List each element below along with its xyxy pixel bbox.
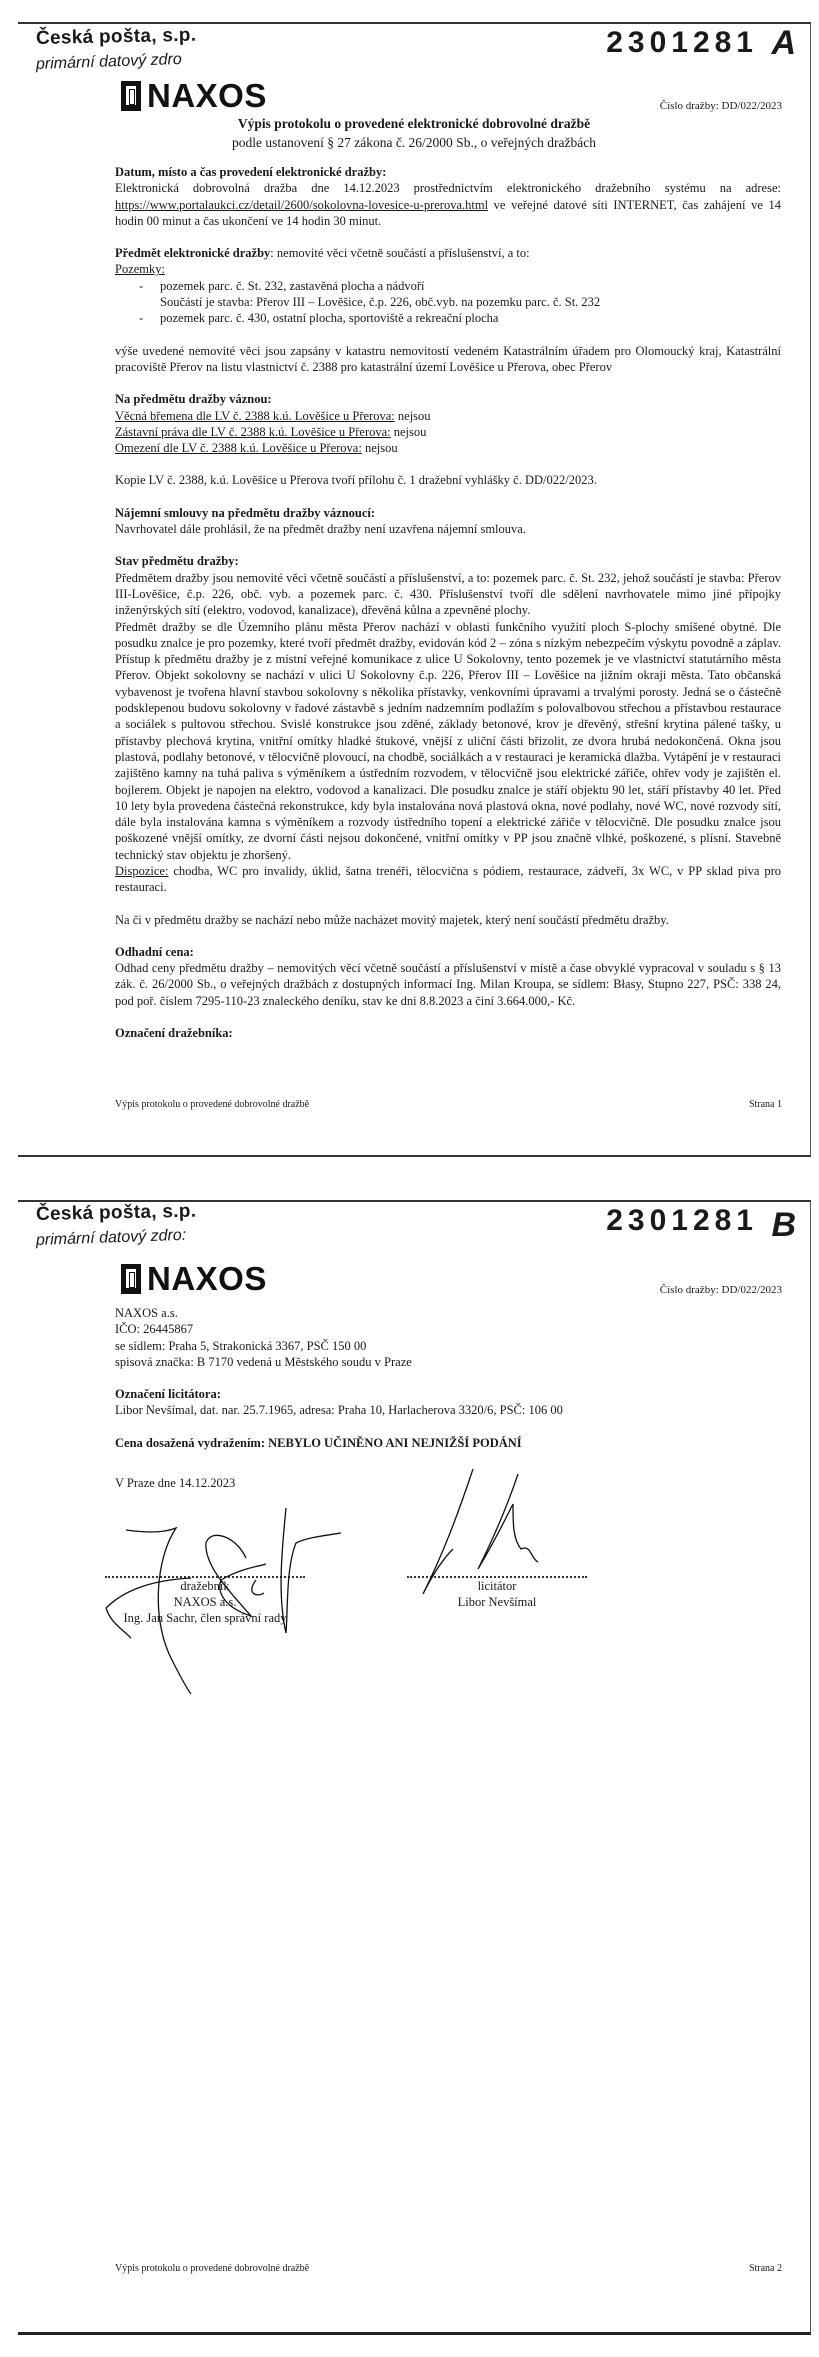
encumbrance-value: nejsou — [394, 408, 431, 423]
encumbrance-value: nejsou — [361, 441, 398, 456]
cadastre-text: výše uvedené nemovité věci jsou zapsány v katastru nemovitostí vedeném Katastrálním úřadem pro Olomoucký kraj, Katastrální pracoviště Přerov na listu vlastnictví č. 2388 pro katastrální území Lověšice u Přerova, obec Přerov — [115, 343, 781, 374]
encumbrance-label: Omezení dle LV č. 2388 k.ú. Lověšice u Přerova: — [115, 441, 362, 456]
document-title-block — [18, 116, 810, 151]
signature-stroke — [478, 1474, 538, 1569]
subject-suffix: : nemovité věci včetně součástí a příslušenství, a to: — [270, 246, 530, 261]
post-stamp — [35, 1200, 197, 1250]
post-stamp — [35, 24, 197, 74]
date-place-text: Elektronická dobrovolná dražba dne 14.12.2023 prostřednictvím elektronického dražebního systému na adrese: — [115, 181, 781, 196]
lands-list — [115, 278, 781, 327]
building-note: Součástí je stavba: Přerov III – Lověšice, č.p. 226, obč.vyb. na pozemku parc. č. St. 232 — [160, 295, 601, 310]
place-date: V Praze dne 14.12.2023 — [115, 1476, 236, 1491]
section-heading: Na předmětu dražby váznou: — [115, 392, 272, 407]
naxos-logo — [121, 77, 267, 115]
naxos-logo — [121, 1260, 267, 1298]
page-letter: A — [771, 24, 796, 62]
signer-name: Libor Nevšímal — [457, 1595, 537, 1609]
signature-stroke — [126, 1528, 191, 1694]
signature-stroke — [281, 1508, 341, 1633]
condition-paragraph: Předmět dražby se dle Územního plánu města Přerov nachází v oblasti funkčního využití ploch S-plochy smíšené obytné. Dle posudku znalce je pro pozemky, které tvoří předmět dražby, evidován kód 2 – zóna s nízkým nebezpečím výskytu povodně a záplav. Přístup k předmětu dražby je z místní veřejné komunikace z ulice U Sokolovny, tento pozemek je ve vlastnictví statutárního města Přerov. Objekt sokolovny se nachází v ulici U Sokolovny č.p. 226, Přerov III – Lověšice na jižním okraji města. Tato občanská vybavenost je tvořena hlavní stavbou sokolovny s několika přístavky, venkovními úpravami a trvalými porosty. Jedná se o částečně podsklepenou budovu sokolovny v řadové zástavbě s jedním nadzemním podlažím s polovalbovou střechou a přístavbou restaurace a sociálek s pultovou střechou. Svislé konstrukce jsou zděné, základy betonové, krov je dřevěný, střešní krytina pálené tašky, u přístavby plechová krytina, vnitřní omítky hladké štukové, vnější z uliční části břizolit, ze dvora hrubá nedokončená. Okna jsou plastová, podlahy betonové, v tělocvičně plovoucí, na chodbě, sociálkách a v restauraci je keramická dlažba. Vytápění je v restauraci zajištěno kamny na tuhá paliva s výměníkem a ústředním rozvodem, v tělocvičně jsou elektrické zářiče, ohřev vody je zajištěn el. bojlerem. Objekt je napojen na elektro, vodovod a kanalizaci. Dle posudku znalce je stáří objektu 90 let, stáří přístavby 40 let. Před 10 lety byla provedena částečná rekonstrukce, kdy byla instalována nová plastová okna, nové podlahy, nové WC, nové rozvody sítí, dále byla instalována kamna s výměníkem a rozvody ústředního topení a elektrické zářiče v tělocvičně. Dle posudku znalce jsou poškozené vnější omítky, ze dvorní části nejsou dokončené, vnitřní omítky v PP jsou značně vlhké, poškozené, s plísní. Stavebně technický stav objektu je zhoršený. — [115, 619, 781, 862]
signature-stroke — [106, 1608, 131, 1638]
section-lease — [115, 505, 781, 538]
encumbrance-row — [115, 408, 781, 424]
signature-stroke — [423, 1469, 473, 1594]
document-number: 2301281 — [606, 1204, 758, 1237]
encumbrance-label: Věcná břemena dle LV č. 2388 k.ú. Lověšice u Přerova: — [115, 408, 395, 423]
auctioneer-signature — [96, 1498, 356, 1698]
signer-role: dražebník — [180, 1579, 230, 1593]
encumbrance-row — [115, 424, 781, 440]
section-text — [115, 180, 781, 229]
final-price-value: NEBYLO UČINĚNO ANI NEJNIŽŠÍ PODÁNÍ — [268, 1435, 522, 1450]
final-price-label: Cena dosažená vydražením: — [115, 1435, 269, 1450]
document-title: Výpis protokolu o provedené elektronické dobrovolné dražbě — [237, 116, 591, 131]
land-item: pozemek parc. č. 430, ostatní plocha, sportoviště a rekreační plocha — [160, 311, 499, 326]
footer-title: Výpis protokolu o provedené dobrovolné dražbě — [115, 1099, 310, 1110]
section-heading: Předmět elektronické dražby — [115, 246, 271, 261]
encumbrance-row — [115, 440, 781, 456]
estimate-text: Odhad ceny předmětu dražby – nemovitých věcí včetně součástí a příslušenství v místě a čase obvyklé vypracoval v souladu s § 13 zák. č. 26/2000 Sb., o veřejných dražbách z dostupných informací Ing. Milan Kroupa, se sídlem: Błasy, Stupno 227, PSČ: 338 24, pod poř. číslem 7295-110-23 znaleckého deníku, stav ke dni 8.8.2023 a činí 3.664.000,- Kč. — [115, 961, 781, 1008]
encumbrance-label: Zástavní práva dle LV č. 2388 k.ú. Lověšice u Přerova: — [115, 424, 391, 439]
page-letter: B — [771, 1206, 796, 1244]
condition-paragraph: Předmětem dražby jsou nemovité věci včetně součástí a příslušenství, a to: pozemek parc. č. St. 232, jehož součástí je stavba: Přerov III-Lověšice, č.p. 226, obč. vyb. a pozemek parc. č. 430. Příslušenství tvoří dle sdělení navrhovatele mimo jiné přípojky inženýrských sítí (elektro, vodovod, kanalizace), dřevěná kůlna a zpevněné plochy. — [115, 570, 781, 618]
section-heading: Nájemní smlouvy na předmětu dražby váznoucí: — [115, 505, 376, 520]
page-number: Strana 2 — [748, 2263, 782, 2274]
auction-link[interactable]: https://www.portalaukci.cz/detail/2600/sokolovna-lovesice-u-prerova.html — [115, 197, 489, 212]
stamp-organization: Česká pošta, s.p. — [35, 24, 197, 49]
stamp-source-label: primární datový zdro: — [35, 1226, 187, 1249]
list-item — [143, 310, 781, 326]
logo-text: NAXOS — [147, 1260, 267, 1297]
company-ico: IČO: 26445867 — [115, 1322, 194, 1337]
licitator-text: Libor Nevšímal, dat. nar. 25.7.1965, adresa: Praha 10, Harlacherova 3320/6, PSČ: 106 00 — [115, 1403, 563, 1418]
signer-role: licitátor — [477, 1579, 517, 1593]
section-heading: Stav předmětu dražby: — [115, 554, 239, 569]
lv-copy-note: Kopie LV č. 2388, k.ú. Lověšice u Přerova tvoří přílohu č. 1 dražební vyhlášky č. DD/022/2023. — [115, 473, 597, 488]
section-heading: Označení licitátora: — [115, 1387, 221, 1402]
document-subtitle: podle ustanovení § 27 zákona č. 26/2000 Sb., o veřejných dražbách — [231, 135, 597, 150]
naxos-logo-icon — [121, 1264, 141, 1294]
auction-number: Číslo dražby: DD/022/2023 — [659, 1284, 782, 1296]
section-licitator — [115, 1386, 781, 1419]
licitator-signature — [413, 1464, 593, 1614]
disposition-label: Dispozice: — [115, 863, 169, 878]
encumbrance-value: nejsou — [390, 424, 427, 439]
disposition-text: chodba, WC pro invalidy, úklid, šatna trenéři, tělocvična s pódiem, restaurace, zádveří, 3x WC, v PP sklad piva pro restauraci. — [115, 863, 781, 895]
section-heading: Datum, místo a čas provedení elektronické dražby: — [115, 165, 387, 179]
land-item: pozemek parc. č. St. 232, zastavěná plocha a nádvoří — [160, 278, 425, 293]
subject-line — [115, 245, 781, 261]
footer-title: Výpis protokolu o provedené dobrovolné dražbě — [115, 2263, 310, 2274]
page-2 — [18, 1200, 811, 2335]
page-1-content — [115, 164, 781, 1041]
section-estimate — [115, 944, 781, 1009]
section-heading: Odhadní cena: — [115, 944, 194, 959]
logo-text: NAXOS — [147, 77, 267, 114]
disposition — [115, 863, 781, 896]
section-condition — [115, 553, 781, 928]
lands-label: Pozemky: — [115, 262, 165, 277]
company-details — [115, 1305, 781, 1370]
stamp-organization: Česká pošta, s.p. — [35, 1200, 197, 1225]
company-registry: spisová značka: B 7170 vedená u Městského soudu v Praze — [115, 1354, 412, 1369]
section-subject — [115, 245, 781, 375]
page-number: Strana 1 — [748, 1099, 782, 1110]
section-encumbrances — [115, 391, 781, 488]
auction-number: Číslo dražby: DD/022/2023 — [659, 100, 782, 112]
date-place-text-end: ve veřejné datové síti INTERNET, čas zahájení ve 14 hodin 00 minut a čas ukončení ve 14 hodin 30 minut. — [115, 197, 781, 228]
section-date-place — [115, 164, 781, 229]
movables-note: Na či v předmětu dražby se nachází nebo může nacházet movitý majetek, který není součástí předmětu dražby. — [115, 912, 669, 927]
signature-stroke — [252, 1580, 264, 1595]
stamp-source-label: primární datový zdro — [35, 50, 183, 73]
company-seat: se sídlem: Praha 5, Strakonická 3367, PSČ 150 00 — [115, 1338, 367, 1353]
final-price — [115, 1435, 781, 1451]
document-number: 2301281 — [606, 26, 758, 59]
page-1 — [18, 22, 811, 1157]
page-footer — [115, 2263, 782, 2274]
list-item — [143, 278, 781, 311]
signature-stroke — [206, 1535, 266, 1616]
company-name: NAXOS a.s. — [115, 1306, 178, 1320]
auctioneer-heading: Označení dražebníka: — [115, 1026, 233, 1041]
signature-stroke — [106, 1578, 191, 1608]
page-footer — [115, 1099, 782, 1110]
naxos-logo-icon — [121, 81, 141, 111]
signer-name: Ing. Jan Sachr, člen správní rady — [123, 1611, 287, 1625]
lease-text: Navrhovatel dále prohlásil, že na předmět dražby není uzavřena nájemní smlouva. — [115, 522, 526, 537]
signer-company: NAXOS a.s. — [173, 1595, 237, 1609]
